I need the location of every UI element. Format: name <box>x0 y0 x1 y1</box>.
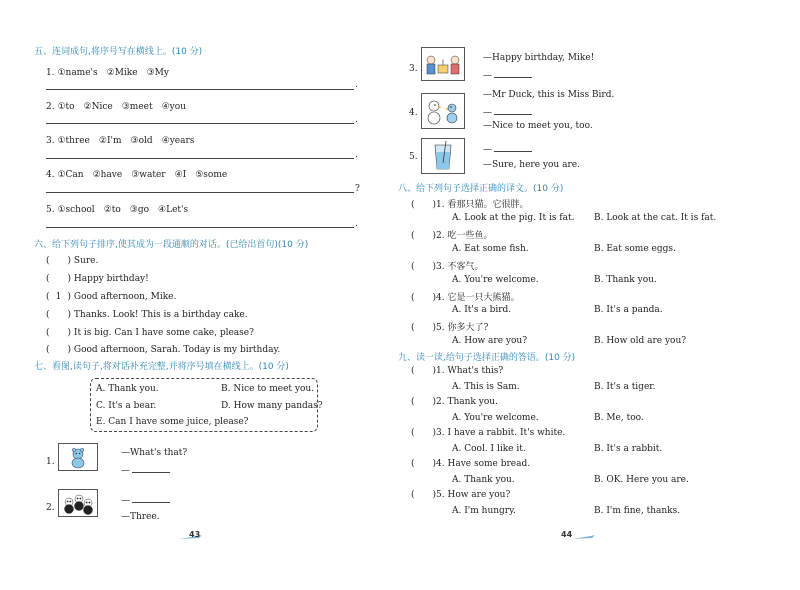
s5-answer-line-4[interactable] <box>46 192 354 193</box>
s7-q2-blank[interactable] <box>132 494 170 503</box>
s8-q1-option-a[interactable]: A. Look at the pig. It is fat. <box>452 213 575 223</box>
s7-q1-number: 1. <box>46 457 55 467</box>
s8-q4-option-b[interactable]: B. It's a panda. <box>594 305 663 315</box>
s7-option-b: B. Nice to meet you. <box>221 384 315 394</box>
pen-decoration-icon <box>571 534 597 540</box>
s5-end-3: . <box>355 150 358 160</box>
s5-answer-line-3[interactable] <box>46 158 354 159</box>
s5-end-4: ? <box>355 184 360 194</box>
birthday-picture <box>421 47 465 81</box>
s5-item-1: 1. ①name's ②Mike ③My <box>46 68 169 78</box>
s9-q2-option-b[interactable]: B. Me, too. <box>594 413 644 423</box>
s7-option-a: A. Thank you. <box>96 384 159 394</box>
page-number-right: 44 <box>561 530 573 539</box>
s6-row-6: ( ) Good afternoon, Sarah. Today is my birthday. <box>46 345 281 355</box>
s9-q2: ( )2. Thank you. <box>411 397 498 407</box>
s7-q2-number: 2. <box>46 503 55 513</box>
s7-q5-line-1: — <box>483 143 532 155</box>
s8-q5-option-a[interactable]: A. How are you? <box>452 336 528 346</box>
s5-item-2: 2. ①to ②Nice ③meet ④you <box>46 102 186 112</box>
section-7-title: 七、看图,读句子,将对话补充完整,并将序号填在横线上。(10 分) <box>34 362 289 372</box>
s6-row-5: ( ) It is big. Can I have some cake, please? <box>46 328 254 338</box>
section-9-title: 九、读一读,给句子选择正确的答语。(10 分) <box>398 353 576 363</box>
s6-row-1: ( ) Sure. <box>46 256 99 266</box>
s5-answer-line-1[interactable] <box>46 89 354 90</box>
s8-q2: ( )2. 吃一些鱼。 <box>411 231 493 241</box>
s7-option-e: E. Can I have some juice, please? <box>96 417 249 427</box>
s7-q2-line-1: — <box>121 494 170 506</box>
s5-end-5: . <box>355 219 358 229</box>
s8-q3: ( )3. 不客气。 <box>411 262 484 272</box>
section-5-title: 五、连词成句,将序号写在横线上。(10 分) <box>34 47 203 57</box>
s9-q3-option-b[interactable]: B. It's a rabbit. <box>594 444 663 454</box>
s8-q3-option-a[interactable]: A. You're welcome. <box>452 275 539 285</box>
s9-q5: ( )5. How are you? <box>411 490 511 500</box>
s9-q4: ( )4. Have some bread. <box>411 459 531 469</box>
s7-q5-line-2: —Sure, here you are. <box>483 160 580 170</box>
s7-option-d: D. How many pandas? <box>221 401 323 411</box>
s5-item-3: 3. ①three ②I'm ③old ④years <box>46 136 195 146</box>
pandas-picture <box>58 489 98 517</box>
page-number-left: 43 <box>189 530 201 539</box>
s6-row-4: ( ) Thanks. Look! This is a birthday cake. <box>46 310 248 320</box>
s6-row-3: ( 1 ) Good afternoon, Mike. <box>46 292 177 302</box>
s9-q5-option-a[interactable]: A. I'm hungry. <box>452 506 516 516</box>
s7-q4-line-2: — <box>483 106 532 118</box>
s7-q5-number: 5. <box>409 152 418 162</box>
s7-q4-blank[interactable] <box>494 106 532 115</box>
s9-q2-option-a[interactable]: A. You're welcome. <box>452 413 539 423</box>
s8-q1: ( )1. 看那只猫。它很胖。 <box>411 200 529 210</box>
s8-q5-option-b[interactable]: B. How old are you? <box>594 336 687 346</box>
s8-q2-option-b[interactable]: B. Eat some eggs. <box>594 244 676 254</box>
s8-q4-option-a[interactable]: A. It's a bird. <box>452 305 512 315</box>
s7-q3-number: 3. <box>409 64 418 74</box>
section-6-title: 六、给下列句子排序,使其成为一段通顺的对话。(已给出首句)(10 分) <box>34 240 309 250</box>
s8-q2-option-a[interactable]: A. Eat some fish. <box>452 244 529 254</box>
s9-q4-option-b[interactable]: B. OK. Here you are. <box>594 475 689 485</box>
s7-q1-line-1: —What's that? <box>121 448 188 458</box>
s7-q2-line-2: —Three. <box>121 512 160 522</box>
s8-q3-option-b[interactable]: B. Thank you. <box>594 275 657 285</box>
s7-q3-line-1: —Happy birthday, Mike! <box>483 53 595 63</box>
s7-q3-blank[interactable] <box>494 69 532 78</box>
s8-q1-option-b[interactable]: B. Look at the cat. It is fat. <box>594 213 717 223</box>
s9-q1: ( )1. What's this? <box>411 366 504 376</box>
s5-item-5: 5. ①school ②to ③go ④Let's <box>46 205 189 215</box>
s8-q4: ( )4. 它是一只大熊猫。 <box>411 293 520 303</box>
s6-row-2: ( ) Happy birthday! <box>46 274 149 284</box>
s9-q3: ( )3. I have a rabbit. It's white. <box>411 428 566 438</box>
s9-q3-option-a[interactable]: A. Cool. I like it. <box>452 444 526 454</box>
s7-q1-line-2: — <box>121 464 170 476</box>
s9-q4-option-a[interactable]: A. Thank you. <box>452 475 515 485</box>
s5-answer-line-2[interactable] <box>46 123 354 124</box>
s9-q1-option-a[interactable]: A. This is Sam. <box>452 382 520 392</box>
duck-bird-picture <box>421 93 465 129</box>
s5-end-1: . <box>355 80 358 90</box>
juice-glass-picture <box>421 138 465 174</box>
s7-q5-blank[interactable] <box>494 143 532 152</box>
s9-q5-option-b[interactable]: B. I'm fine, thanks. <box>594 506 681 516</box>
s5-item-4: 4. ①Can ②have ③water ④I ⑤some <box>46 170 228 180</box>
s9-q1-option-b[interactable]: B. It's a tiger. <box>594 382 656 392</box>
s6-answer-3[interactable]: 1 <box>55 292 62 302</box>
s7-q3-line-2: — <box>483 69 532 81</box>
section-8-title: 八、给下列句子选择正确的译文。(10 分) <box>398 184 564 194</box>
s7-q4-line-3: —Nice to meet you, too. <box>483 121 593 131</box>
s5-end-2: . <box>355 115 358 125</box>
s8-q5: ( )5. 你多大了? <box>411 323 489 333</box>
s5-answer-line-5[interactable] <box>46 227 354 228</box>
s7-option-c: C. It's a bear. <box>96 401 157 411</box>
s7-q4-line-1: —Mr Duck, this is Miss Bird. <box>483 90 615 100</box>
s7-q1-blank[interactable] <box>132 464 170 473</box>
bear-picture <box>58 443 98 471</box>
s7-q4-number: 4. <box>409 108 418 118</box>
